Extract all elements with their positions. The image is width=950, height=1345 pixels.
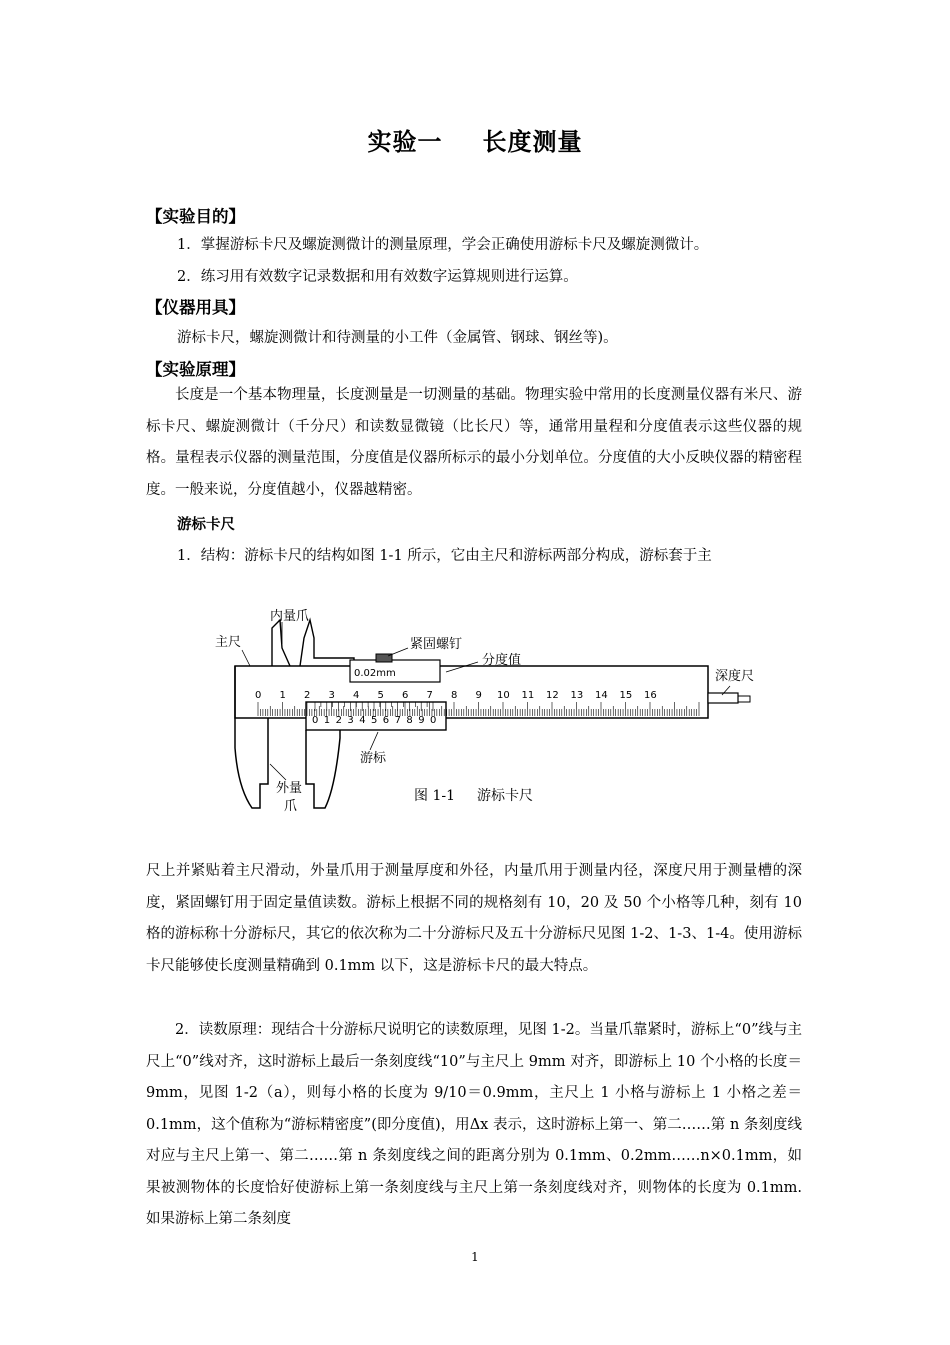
section-heading-equipment: 【仪器用具】: [146, 298, 245, 317]
main-scale-tick-label: 3: [328, 690, 335, 701]
main-scale-tick-label: 0: [255, 690, 262, 701]
caption-text: 游标卡尺: [477, 788, 533, 804]
subheading-vernier-caliper: 游标卡尺: [177, 517, 235, 533]
structure-line: 1．结构：游标卡尺的结构如图 1-1 所示，它由主尺和游标两部分构成，游标套于主: [177, 548, 712, 564]
label-inner-jaw: 内量爪: [270, 609, 310, 624]
caption-number: 图 1-1: [414, 788, 455, 804]
figure-caption: [414, 785, 533, 805]
main-scale-tick-label: 5: [377, 690, 384, 701]
main-scale-tick-label: 1: [279, 690, 286, 701]
label-depth-rod: 深度尺: [715, 669, 755, 684]
section-heading-purpose: 【实验目的】: [146, 207, 245, 226]
principle-paragraph-3: 2．读数原理：现结合十分游标尺说明它的读数原理，见图 1-2。当量爪靠紧时，游标上“0”线与主尺上“0”线对齐，这时游标上最后一条刻度线“10”与主尺上 9mm 对齐，即游标上 10 个小格的长度＝9mm，见图 1-2（a），则每小格的长度为 9/10＝0.9mm，主尺上 1 小格与游标上 1 小格之差＝0.1mm，这个值称为“游标精密度”(即分度值)，用Δx 表示，这时游标上第一、第二……第 n 条刻度线对应与主尺上第一、第二……第 n 条刻度线之间的距离分别为 0.1mm、0.2mm……n×0.1mm，如果被测物体的长度恰好使游标上第一条刻度线与主尺上第一条刻度线对齐，则物体的长度为 0.1mm. 如果游标上第二条刻度: [146, 1022, 802, 1227]
vernier-tick-label: 4: [359, 715, 366, 726]
vernier-tick-label: 3: [347, 715, 354, 726]
vernier-tick-label: 1: [323, 715, 331, 726]
main-scale-tick-label: 4: [353, 690, 360, 701]
main-scale-tick-label: 2: [304, 690, 311, 701]
equipment-text: 游标卡尺，螺旋测微计和待测量的小工件（金属管、钢球、钢丝等)。: [177, 330, 618, 346]
principle-paragraph-1: 长度是一个基本物理量，长度测量是一切测量的基础。物理实验中常用的长度测量仪器有米尺、游标卡尺、螺旋测微计（千分尺）和读数显微镜（比长尺）等，通常用量程和分度值表示这些仪器的规格。量程表示仪器的测量范围，分度值是仪器所标示的最小分划单位。分度值的大小反映仪器的精密程度。一般来说，分度值越小，仪器越精密。: [146, 387, 802, 498]
page-number: 1: [471, 1250, 479, 1264]
vernier-tick-label: 6: [382, 715, 390, 726]
label-outer-jaw-line1: 外量: [276, 781, 303, 796]
purpose-item-2: 2．练习用有效数字记录数据和用有效数字运算规则进行运算。: [177, 269, 578, 285]
main-scale-tick-label: 16: [644, 690, 657, 701]
main-scale-tick-label: 10: [497, 690, 510, 701]
vernier-tick-label: 2: [335, 715, 342, 726]
main-scale-tick-label: 7: [426, 690, 433, 701]
vernier-tick-label: 8: [406, 715, 413, 726]
vernier-tick-label: 0: [430, 715, 437, 726]
main-scale-tick-label: 15: [619, 690, 633, 701]
section-heading-principle: 【实验原理】: [146, 360, 245, 379]
label-vernier: 游标: [360, 751, 387, 766]
main-scale-tick-label: 6: [402, 690, 409, 701]
vernier-tick-label: 7: [394, 715, 401, 726]
label-lock-screw: 紧固螺钉: [410, 637, 463, 652]
vernier-tick-label: 9: [418, 715, 425, 726]
title-part-1: 实验一: [367, 128, 443, 156]
main-scale-tick-label: 13: [570, 690, 584, 701]
label-outer-jaw-line2: 爪: [284, 799, 298, 814]
label-division: 分度值: [482, 653, 522, 668]
main-scale-tick-label: 8: [451, 690, 458, 701]
main-scale-tick-label: 9: [475, 690, 482, 701]
main-scale-tick-label: 14: [595, 690, 608, 701]
label-main-scale: 主尺: [215, 635, 242, 650]
label-division-value: 0.02mm: [354, 668, 396, 679]
purpose-item-1: 1．掌握游标卡尺及螺旋测微计的测量原理，学会正确使用游标卡尺及螺旋测微计。: [177, 237, 709, 253]
main-scale-tick-label: 11: [521, 690, 535, 701]
vernier-tick-label: 5: [371, 715, 378, 726]
vernier-tick-label: 0: [312, 715, 319, 726]
page-title: [0, 122, 950, 157]
main-scale-tick-label: 12: [546, 690, 559, 701]
title-part-2: 长度测量: [482, 128, 583, 156]
principle-paragraph-2: 尺上并紧贴着主尺滑动，外量爪用于测量厚度和外径，内量爪用于测量内径，深度尺用于测量槽的深度，紧固螺钉用于固定量值读数。游标上根据不同的规格刻有 10，20 及 50 个小格等几种，刻有 10 格的游标称十分游标尺，其它的依次称为二十分游标尺及五十分游标尺见图 1-2、1-3、1-4。使用游标卡尺能够使长度测量精确到 0.1mm 以下，这是游标卡尺的最大特点。: [146, 863, 802, 974]
